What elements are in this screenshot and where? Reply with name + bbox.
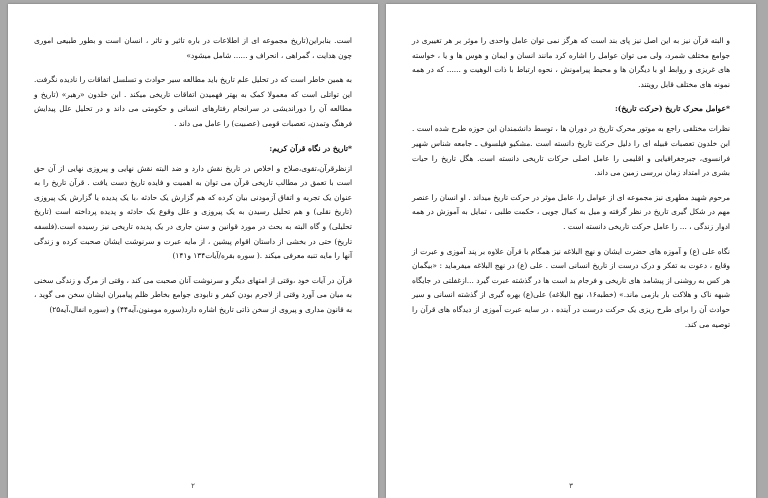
- paragraph: به همین خاطر است که در تحلیل علم تاریخ باید مطالعه سیر حوادث و تسلسل اتفاقات را نادیده نگرفت. این تواتلی است که معمولا کمک به بهتر فهمیدن اتفاقات تاریخی میکند . ابن خلدون «رهبر» (تاریخ و مطالعه آن را دوراندیشی در سرانجام رفتارهای انسانی و حکومتی می داند و در تحلیل علل پیدایش فرهنگ وتمدن، تعصبات قومی (عصبیت) را عامل می داند .: [34, 75, 352, 128]
- section-heading: *عوامل محرک تاریخ (حرکت تاریخ):: [614, 104, 730, 114]
- paragraph: و البته قرآن نیز به این اصل نیز پای بند است که هرگز نمی توان عامل واحدی را موثر بر هر تغییری در جوامع مختلف شمرد، ولی می توان عوامل را اشاره کرد مانند انسان و ایمان و هوس ها و یا ، خواسته های غریزی و روابط او با دیگران ها و محیط پیرامونش ، نحوه ارتباط با ذات الوهیت و ...... که در همه نمونه های مختلف قابل رویتند.: [412, 36, 730, 89]
- paragraph: ازنظرقرآن،تقوی،صلاح و اخلاص در تاریخ نقش دارد و ضد البته نقش نهایی و پیروزی نهایی از آن حق است با تعمق در مطالب تاریخی قرآن می توان به اهمیت و فایده تاریخ دست یافت . قرآن تاریخ را به عنوان یک تجربه و اتفاق آزمودنی بیان کرده که هم گزارش یک حادثه ،یا یک پدیده یا گزارش یک پیروزی (تاریخ نقلی) و هم تحلیل رسیدن به یک پیروزی و علل وقوع یک حادثه و پدیده پرداخته است (تاریخ تحلیلی) و گاه البته به بحث در مورد قوانین و سنن جاری در یک پدیده تاریخی نیز رسیده است.(فلسفه تاریخ) حتی در بخشی از داستان اقوام پیشین ، از مایه عبرت و سرنوشت ایشان صحبت کرده و زندگی آنها را مایه تنبه معرفی میکند .( سوره بقره/آیات۱۳۴ و۱۴۱): [34, 163, 352, 261]
- paragraph: قرآن در آیات خود ،وقتی از امتهای دیگر و سرنوشت آنان صحبت می کند ، وقتی از مرگ و زندگی سخنی به میان می آورد وقتی از لاجرم بودن کیفر و نابودی جوامع بخاطر ظلم پیامبران ایشان سخن می گوید ، به قانون مداری و پیروی از سخن ذاتی تاریخ اشاره دارد(سوره مومنون،آیه۴۴) و (سوره انفال،آیه۲۵): [34, 275, 352, 314]
- paragraph: نگاه علی (ع) و آموزه های حضرت ایشان و نهج البلاغه نیز همگام با قرآن علاوه بر پند آموزی و عبرت از وقایع ، دعوت به تفکر و درک درست از تاریخ انسانی است . علی (ع) در نهج البلاغه میفرماید : «بیگمان هر کس به روشنی از پیشامد های تاریخی و فرجام بد است ها در گذشته عبرت گیرد ...ازغفلتی در جایگاه شبهه ناک و هلاکت بار بازمی ماند.» (خطبه۱۶، نهج البلاغه) علی(ع) بهره گیری از گذشته انسانی و سیر حوادث آن را برای طرح ریزی یک حرکت درست در آینده ، در سایه عبرت آموزی از دیدگاه های قرآن را توصیه می کند.: [412, 246, 730, 329]
- document-page-left: [8, 4, 378, 498]
- document-page-right: [386, 4, 756, 498]
- section-heading: *تاریخ در نگاه قرآن کریم:: [269, 143, 352, 153]
- paragraph: است. بنابراین(تاریخ مجموعه ای از اطلاعات در باره تاثیر و تاثر ، انسان است و بطور طبیعی اموری چون هدایت ، گمراهی ، انحراف و ...... شامل میشود»: [34, 36, 352, 60]
- paragraph: نظرات مختلفی راجع به موتور محرک تاریخ در دوران ها ، توسط دانشمندان این حوزه طرح شده است . ابن خلدون تعصبات قبیله ای را دلیل حرکت تاریخ دانسته است .مشکیو فیلسوف ـ جامعه شناس شهیر فرانسوی، جبرجغرافیایی و اقلیمی را عامل اصلی حرکات تاریخی دانسته است. هگل تاریخ را حیات بشری در امتداد زمان بررسی زمین می داند.: [412, 124, 730, 178]
- page-number: ۲: [191, 482, 195, 490]
- page-number: ۳: [569, 482, 573, 490]
- paragraph: مرحوم شهید مطهری نیز مجموعه ای از عوامل را، عامل موثر در حرکت تاریخ میداند . او انسان را عنصر مهم در شکل گیری تاریخ در نظر گرفته و میل به کمال جویی ، حکمت طلبی ، تمایل به آموزش در همه ادوار زندگی ، ... را عامل حرکت تاریخی دانسته است .: [412, 192, 730, 231]
